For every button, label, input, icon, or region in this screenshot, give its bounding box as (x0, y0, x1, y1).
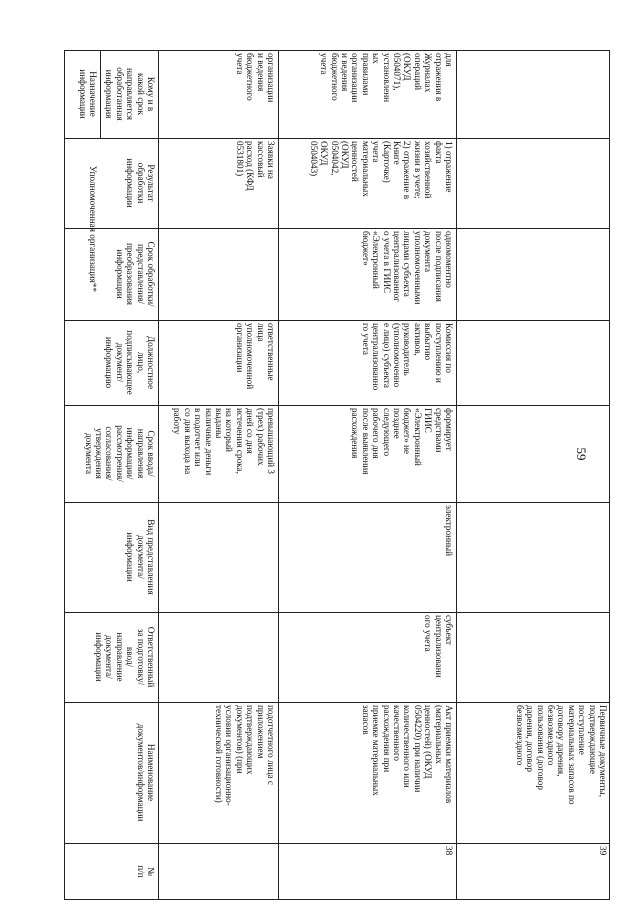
row-3-num (456, 843, 610, 900)
row-1-name (158, 702, 278, 843)
header-to-whom (100, 50, 158, 138)
row-1-official-text: ответственные лица уполномоченной организации (234, 323, 276, 390)
row-3-procres-text (456, 138, 610, 228)
header-authorized-org-text: Уполномоченная организация** (88, 165, 98, 293)
header-procres (100, 138, 158, 228)
row-2-procdl (278, 228, 456, 320)
row-1-kind (158, 502, 278, 612)
page-number: 59 (574, 447, 589, 461)
row-3-procdl-text (456, 228, 610, 320)
row-1-deadline-text: превышающий 3 (трех) рабочих дней со дня истечения срока, на который выданы наличные деньги в подотчет или со дня выхода на работу (172, 408, 276, 476)
row-1-purpose-text: организации и ведения бюджетного учета (234, 53, 276, 103)
row-3-procdl (456, 228, 610, 320)
header-to-whom-text: Кому и в какой срок направляется обработанная информация (104, 67, 156, 121)
row-2-num (278, 843, 456, 900)
header-official-text: Должностное лицо, подписывающее документ/ информацию (104, 330, 156, 395)
row-1-official (158, 320, 278, 405)
row-2-procdl-text: одномоментно после подписания документа уполномоченными лицами субъекта централизованног о учета в ГИИС «Электронный бюджет» (360, 231, 454, 305)
header-name (64, 702, 158, 843)
header-authorized-org (64, 138, 100, 320)
row-3-deadline (456, 405, 610, 502)
header-purpose-text: Назначение информации (77, 69, 98, 119)
row-1-procdl-text (158, 228, 278, 320)
header-procdl-text: Срок обработки/ представления/ преобразования информации (114, 241, 156, 307)
row-1-num (158, 843, 278, 900)
row-1-kind-text (158, 502, 278, 612)
row-3-responsible (456, 612, 610, 702)
row-2-procres (278, 138, 456, 228)
row-1-responsible (158, 612, 278, 702)
row-2-responsible (278, 612, 456, 702)
row-1-name-text: подотчетного лица с приложением подтверждающих документов) (при условии организационно- технической готовности) (213, 705, 276, 806)
header-procdl (100, 228, 158, 320)
row-1-num-text (158, 843, 278, 900)
row-1-procres-text: Заявки на кассовый расход (КФД 0531801) (234, 141, 276, 191)
header-purpose (64, 50, 100, 138)
row-3-name (456, 702, 610, 843)
row-2-official-text: Комиссия по поступлению и выбытию активов, руководитель (уполномоченно е лицо) субъекта централизованно го учета (360, 323, 454, 391)
header-responsible (64, 612, 158, 702)
header-name-text: Наименование документов/информации (135, 723, 156, 822)
row-1-purpose (158, 50, 278, 138)
row-2-name-text: Акт приемки материалов (материальных ценностей) (ОКУД 0504220) при наличии количественного или качественного расхождения при приемке материальных запасов (360, 705, 454, 804)
row-2-deadline (278, 405, 456, 502)
header-deadline (64, 405, 158, 502)
row-3-deadline-text (456, 405, 610, 502)
row-3-procres (456, 138, 610, 228)
header-procres-text: Результат обработки информации (125, 158, 156, 208)
row-1-procdl (158, 228, 278, 320)
header-deadline-text: Срок ввода/ направления информации/ рассмотрения/ согласования/ утверждения документа (83, 425, 156, 482)
table-rule (100, 50, 101, 138)
row-2-procres-text: 1) отражение факта хозяйственной жизни в учете; 2) отражение в Книге (Карточке) учета материальных ценностей (ОКУД 0504042, ОКУД 0504043) (308, 141, 454, 200)
row-3-name-text: Первичные документы, подтверждающие поступление материальных запасов по договору дарения, безвозмездного пользования (договор дарения, договор безвозмездного (514, 705, 608, 805)
row-2-num-text: 38 (444, 846, 454, 856)
row-3-responsible-text (456, 612, 610, 702)
row-3-kind (456, 502, 610, 612)
row-2-purpose (278, 50, 456, 138)
row-3-purpose (456, 50, 610, 138)
row-2-deadline-text: формирует средствами ГИИС «Электронный бюджет» не позднее следующего рабочего дня после выявления расхождения (350, 408, 454, 475)
row-3-purpose-text (456, 50, 610, 138)
row-3-official (456, 320, 610, 405)
row-3-kind-text (456, 502, 610, 612)
row-2-responsible-text: субъект централизовани ого учета (423, 615, 454, 678)
row-1-responsible-text (158, 612, 278, 702)
row-2-kind (278, 502, 456, 612)
header-num (64, 843, 158, 900)
header-kind (64, 502, 158, 612)
row-3-num-text: 39 (598, 846, 608, 856)
row-2-name (278, 702, 456, 843)
header-kind-text: Вид представления документа/ информации (125, 519, 156, 595)
row-1-deadline (158, 405, 278, 502)
header-official (64, 320, 158, 405)
row-2-official (278, 320, 456, 405)
document-table (64, 50, 610, 900)
row-1-procres (158, 138, 278, 228)
row-3-official-text (456, 320, 610, 405)
row-2-kind-text: электронный (444, 505, 454, 557)
row-2-purpose-text: для отражения в Журналах операций (ОКУД 0504071), установленн ых правилами организации и ведения бюджетного учета (319, 53, 454, 103)
header-responsible-text: Ответственный за подготовку/ ввод/ направление документа/ информации (93, 626, 156, 688)
header-num-text: № п/п (135, 865, 156, 878)
